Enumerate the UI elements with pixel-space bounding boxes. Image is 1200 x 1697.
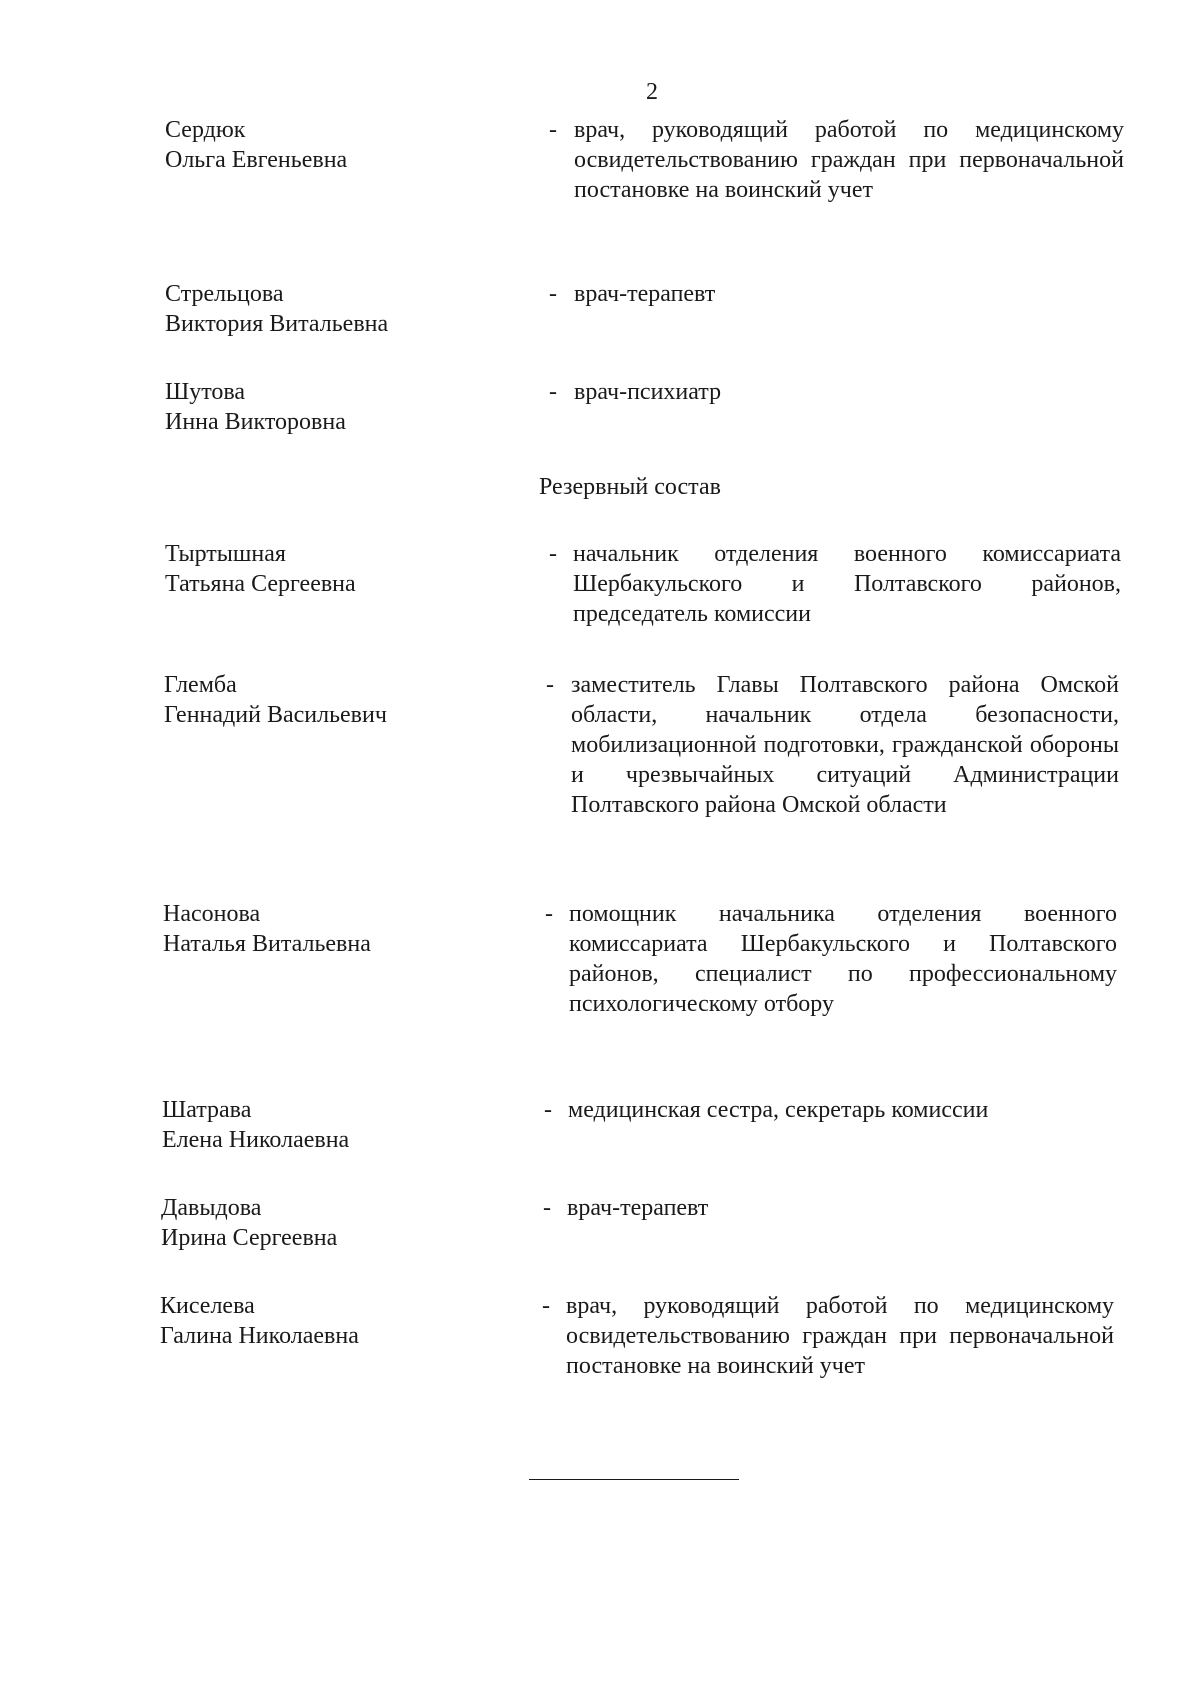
member-surname: Сердюк <box>165 117 246 143</box>
member-name <box>165 115 495 175</box>
member-surname: Давыдова <box>161 1195 262 1221</box>
member-role: врач-терапевт <box>574 281 716 307</box>
member-role: врач, руководящий работой по медицинскому освидетельствованию граждан при первоначальной постановке на воинский учет <box>566 1293 1114 1379</box>
dash: - <box>545 901 553 927</box>
member-surname: Шутова <box>165 379 246 405</box>
member-given-name: Татьяна Сергеевна <box>165 571 356 597</box>
member-name <box>165 539 495 599</box>
page-number: 2 <box>646 79 658 105</box>
member-role: начальник отделения военного комиссариата Шербакульского и Полтавского районов, председатель комиссии <box>573 541 1121 627</box>
member-surname: Стрельцова <box>165 281 284 307</box>
member-surname: Киселева <box>160 1293 255 1319</box>
member-given-name: Геннадий Васильевич <box>164 702 387 728</box>
dash: - <box>549 281 557 307</box>
member-name <box>163 899 493 959</box>
member-surname: Шатрава <box>162 1097 252 1123</box>
member-given-name: Галина Николаевна <box>160 1323 359 1349</box>
member-role: врач, руководящий работой по медицинскому освидетельствованию граждан при первоначальной постановке на воинский учет <box>574 117 1124 203</box>
dash: - <box>549 379 557 405</box>
member-role: врач-психиатр <box>574 379 722 405</box>
dash: - <box>542 1293 550 1319</box>
member-name <box>165 377 495 437</box>
member-role: помощник начальника отделения военного комиссариата Шербакульского и Полтавского районов, специалист по профессиональному психологическому отбору <box>569 901 1117 1017</box>
dash: - <box>549 541 557 567</box>
member-role: врач-терапевт <box>567 1195 709 1221</box>
member-given-name: Ольга Евгеньевна <box>165 147 348 173</box>
member-role: медицинская сестра, секретарь комиссии <box>568 1097 989 1123</box>
member-name <box>162 1095 492 1155</box>
end-separator-line <box>529 1479 739 1480</box>
member-given-name: Ирина Сергеевна <box>161 1225 338 1251</box>
member-given-name: Елена Николаевна <box>162 1127 350 1153</box>
member-name <box>160 1291 490 1351</box>
member-surname: Тыртышная <box>165 541 286 567</box>
member-surname: Глемба <box>164 672 237 698</box>
reserve-section-heading: Резервный состав <box>539 474 721 500</box>
dash: - <box>543 1195 551 1221</box>
dash: - <box>546 672 554 698</box>
member-name <box>161 1193 491 1253</box>
member-name <box>165 279 495 339</box>
dash: - <box>544 1097 552 1123</box>
member-given-name: Наталья Витальевна <box>163 931 371 957</box>
dash: - <box>549 117 557 143</box>
member-surname: Насонова <box>163 901 261 927</box>
member-name <box>164 670 494 730</box>
member-given-name: Инна Викторовна <box>165 409 346 435</box>
member-given-name: Виктория Витальевна <box>165 311 389 337</box>
member-role: заместитель Главы Полтавского района Омской области, начальник отдела безопасности, мобилизационной подготовки, гражданской обороны и чрезвычайных ситуаций Администрации Полтавского района Омской области <box>571 672 1119 818</box>
